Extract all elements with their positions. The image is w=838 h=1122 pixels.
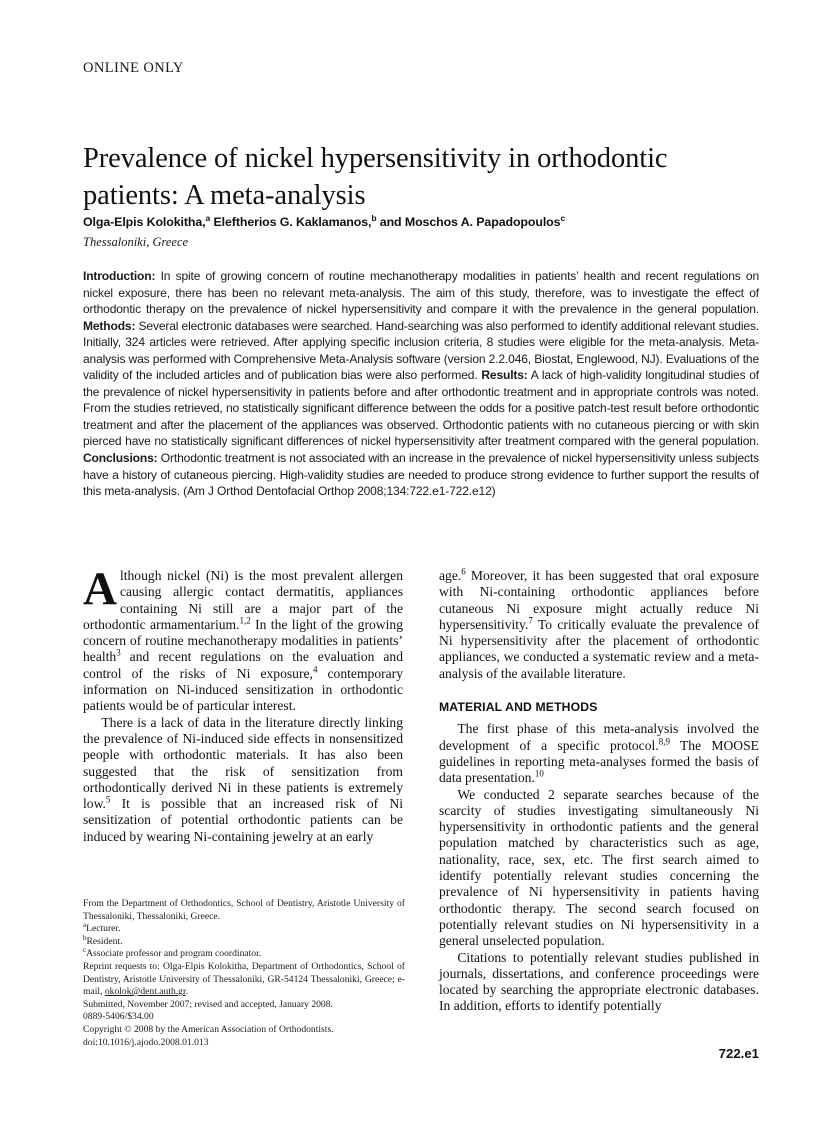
drop-cap: A	[83, 563, 117, 615]
page-number: 722.e1	[718, 1046, 759, 1061]
footnote-lecturer: $^a$Lecturer.	[83, 921, 121, 935]
abstract-results-label: Results:	[481, 368, 528, 383]
abstract-results-text: A lack of high-validity longitudinal studies of the prevalence of nickel hypersensitivity in patients before and after orthodontic treatment and in appropriate controls was noted. From the studies retrieved, no statistically significant difference between the odds for a positive patch-test result before orthodontic treatment and after the placement of the appliances was observed. Orthodontic patients with no cutaneous piercing or with skin pierced have no statistically significant differences of nickel hypersensitivity after treatment compared with the general population.	[83, 368, 759, 449]
footnote-copyright: Copyright © 2008 by the American Association of Orthodontists.	[83, 1023, 334, 1035]
body-column-right	[439, 568, 759, 1015]
section-heading-material-and-methods: MATERIAL AND METHODS	[439, 700, 598, 715]
abstract-methods-label: Methods:	[83, 318, 136, 333]
body-paragraph: There is a lack of data in the literature directly linking the prevalence of Ni-induced side effects in nonsensitized people with orthodontic materials. It has also been suggested that the risk of sensitization from orthodontically derived Ni in these patients is extremely low.$^5$ It is possible that an increased risk of Ni sensitization of potential orthodontic patients can be induced by wearing Ni-containing jewelry at an early	[83, 714, 403, 844]
body-paragraph: The first phase of this meta-analysis involved the development of a specific protocol.$^{8,9}$ The MOOSE guidelines in reporting meta-analyses formed the basis of data presentation.$^{10}$	[439, 721, 759, 786]
abstract-methods-text: Several electronic databases were searched. Hand-searching was also performed to identify additional relevant studies. Initially, 324 articles were retrieved. After applying specific inclusion criteria, 8 studies were eligible for the meta-analysis. Meta-analysis was performed with Comprehensive Meta-Analysis software (version 2.2.046, Biostat, Englewood, NJ). Evaluations of the validity of the included articles and of publication bias were also performed.	[83, 318, 760, 383]
author-list: Olga-Elpis Kolokitha,$^a$ Eleftherios G. Kaklamanos,$^b$ and Moschos A. Papadopoulos$^c$	[83, 212, 566, 229]
body-column-left	[83, 563, 403, 845]
abstract-introduction-label: Introduction:	[83, 269, 156, 283]
footnote-affiliation: From the Department of Orthodontics, School of Dentistry, Aristotle University of Thessaloniki, Thessaloniki, Greece.	[83, 898, 405, 922]
body-paragraph	[83, 563, 403, 715]
footnote-submitted-date: Submitted, November 2007; revised and accepted, January 2008.	[83, 998, 333, 1010]
abstract	[83, 268, 759, 500]
page-title: Prevalence of nickel hypersensitivity in orthodontic patients: A meta-analysis	[83, 143, 668, 211]
footnote-doi: doi:10.1016/j.ajodo.2008.01.013	[83, 1036, 209, 1048]
affiliation-location: Thessaloniki, Greece	[83, 235, 189, 249]
body-paragraph: age.$^6$ Moreover, it has been suggested that oral exposure with Ni-containing orthodontic appliances before cutaneous Ni exposure might actually reduce Ni hypersensitivity.$^7$ To critically evaluate the prevalence of Ni hypersensitivity after the placement of orthodontic appliances, we conducted a systematic review and a meta-analysis of the available literature.	[439, 566, 759, 681]
body-paragraph: Citations to potentially relevant studies published in journals, dissertations, and conference proceedings were located by searching the appropriate electronic databases. In addition, efforts to identify potentially	[439, 949, 759, 1014]
footnote-reprint-requests: Reprint requests to: Olga-Elpis Kolokitha, Department of Orthodontics, School of Dentistry, Aristotle University of Thessaloniki, GR-54124 Thessaloniki, Greece; e-mail, okolok@dent.auth.gr.	[83, 960, 405, 998]
footnote-associate-professor: $^c$Associate professor and program coordinator.	[83, 946, 262, 960]
online-only-label: ONLINE ONLY	[83, 60, 184, 76]
body-paragraph: We conducted 2 separate searches because of the scarcity of studies investigating simultaneously Ni hypersensitivity in orthodontic patients and the general population matched by characteristics such as age, nationality, race, sex, etc. The first search aimed to identify potentially relevant studies concerning the prevalence of Ni hypersensitivity in patients having orthodontic therapy. The second search focused on potentially relevant studies on Ni hypersensitivity in a general unselected population.	[439, 786, 759, 949]
footnote-block	[83, 898, 405, 1049]
footnote-resident: $^b$Resident.	[83, 933, 123, 947]
abstract-introduction-text: In spite of growing concern of routine mechanotherapy modalities in patients’ health and recent regulations on nickel exposure, there has been no relevant meta-analysis. The aim of this study, therefore, was to investigate the effect of orthodontic therapy on the prevalence of nickel hypersensitivity and compare it with the prevalence in the general population.	[83, 269, 759, 317]
abstract-conclusions-label: Conclusions:	[83, 451, 158, 466]
abstract-conclusions-text: Orthodontic treatment is not associated with an increase in the prevalence of nickel hypersensitivity unless subjects have a history of cutaneous piercing. High-validity studies are needed to produce strong evidence to further support the results of this meta-analysis. (Am J Orthod Dentofacial Orthop 2008;134:722.e1-722.e12)	[83, 451, 759, 499]
body-paragraph-text: lthough nickel (Ni) is the most prevalent allergen causing allergic contact dermatitis, appliances containing Ni still are a major part of the orthodontic armamentarium.$^{1,2}$ In the light of the growing concern of routine mechanotherapy modalities in patients’ health$^3$ and recent regulations on the evaluation and control of the risks of Ni exposure,$^4$ contemporary information on Ni-induced sensitization in orthodontic patients would be of particular interest.	[83, 568, 403, 714]
footnote-issn-price: 0889-5406/$34.00	[83, 1011, 154, 1023]
